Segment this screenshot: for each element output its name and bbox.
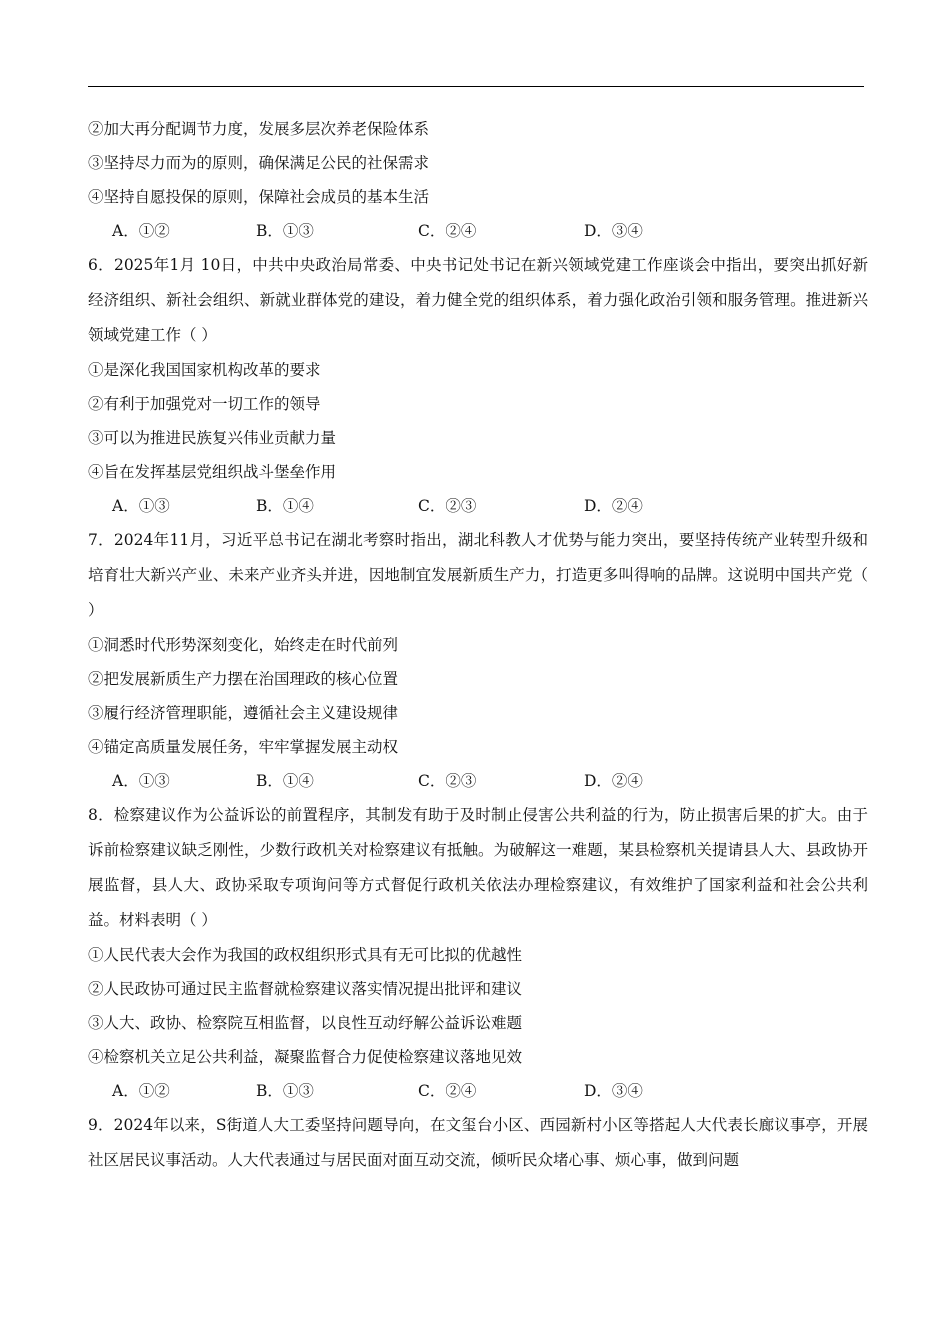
statement: ④旨在发挥基层党组织战斗堡垒作用: [88, 463, 337, 481]
statement: ③可以为推进民族复兴伟业贡献力量: [88, 429, 337, 447]
statement: ①是深化我国国家机构改革的要求: [88, 361, 321, 379]
statement: ③人大、政协、检察院互相监督，以良性互动纾解公益诉讼难题: [88, 1014, 523, 1032]
statement: ②有利于加强党对一切工作的领导: [88, 395, 321, 413]
option-c: C．②④: [418, 1082, 477, 1100]
statement: ②加大再分配调节力度，发展多层次养老保险体系: [88, 120, 430, 138]
option-a: A．①②: [112, 222, 170, 240]
statement: ①洞悉时代形势深刻变化，始终走在时代前列: [88, 636, 399, 654]
question-6-stem: 6．2025年1月 10日，中共中央政治局常委、中央书记处书记在新兴领域党建工作座谈会中指出，要突出抓好新经济组织、新社会组织、新就业群体党的建设，着力健全党的组织体系，着力强化政治引领和服务管理。推进新兴领域党建工作（ ）: [88, 256, 868, 344]
question-9-stem: 9．2024年以来，S街道人大工委坚持问题导向，在文玺台小区、西园新村小区等搭起人大代表长廊议事亭，开展社区居民议事活动。人大代表通过与居民面对面互动交流，倾听民众堵心事、烦心事，做到问题: [88, 1116, 868, 1169]
option-c: C．②③: [418, 772, 477, 790]
option-a: A．①③: [112, 497, 170, 515]
option-a: A．①③: [112, 772, 170, 790]
statement: ③履行经济管理职能，遵循社会主义建设规律: [88, 704, 399, 722]
statement: ②人民政协可通过民主监督就检察建议落实情况提出批评和建议: [88, 980, 523, 998]
question-8-stem: 8．检察建议作为公益诉讼的前置程序，其制发有助于及时制止侵害公共利益的行为，防止损害后果的扩大。由于诉前检察建议缺乏刚性，少数行政机关对检察建议有抵触。为破解这一难题，某县检察机关提请县人大、县政协开展监督，县人大、政协采取专项询问等方式督促行政机关依法办理检察建议，有效维护了国家利益和社会公共利益。材料表明（ ）: [88, 806, 868, 929]
option-d: D．③④: [584, 1082, 643, 1100]
option-d: D．②④: [584, 772, 643, 790]
statement: ④锚定高质量发展任务，牢牢掌握发展主动权: [88, 738, 399, 756]
answer-options: [88, 489, 868, 523]
answer-options: [88, 214, 868, 248]
option-b: B．①④: [256, 772, 314, 790]
option-b: B．①③: [256, 222, 314, 240]
header-rule: [88, 86, 864, 87]
statement: ④检察机关立足公共利益，凝聚监督合力促使检察建议落地见效: [88, 1048, 523, 1066]
statement: ③坚持尽力而为的原则，确保满足公民的社保需求: [88, 154, 430, 172]
option-d: D．③④: [584, 222, 643, 240]
statement: ①人民代表大会作为我国的政权组织形式具有无可比拟的优越性: [88, 946, 523, 964]
question-7-stem: 7．2024年11月，习近平总书记在湖北考察时指出，湖北科教人才优势与能力突出，要坚持传统产业转型升级和培育壮大新兴产业、未来产业齐头并进，因地制宜发展新质生产力，打造更多叫得响的品牌。这说明中国共产党（ ）: [88, 531, 868, 619]
statement: ④坚持自愿投保的原则，保障社会成员的基本生活: [88, 188, 430, 206]
option-b: B．①④: [256, 497, 314, 515]
option-c: C．②④: [418, 222, 477, 240]
option-b: B．①③: [256, 1082, 314, 1100]
option-c: C．②③: [418, 497, 477, 515]
page-content: [88, 112, 868, 1178]
answer-options: [88, 1074, 868, 1108]
option-d: D．②④: [584, 497, 643, 515]
option-a: A．①②: [112, 1082, 170, 1100]
statement: ②把发展新质生产力摆在治国理政的核心位置: [88, 670, 399, 688]
answer-options: [88, 764, 868, 798]
